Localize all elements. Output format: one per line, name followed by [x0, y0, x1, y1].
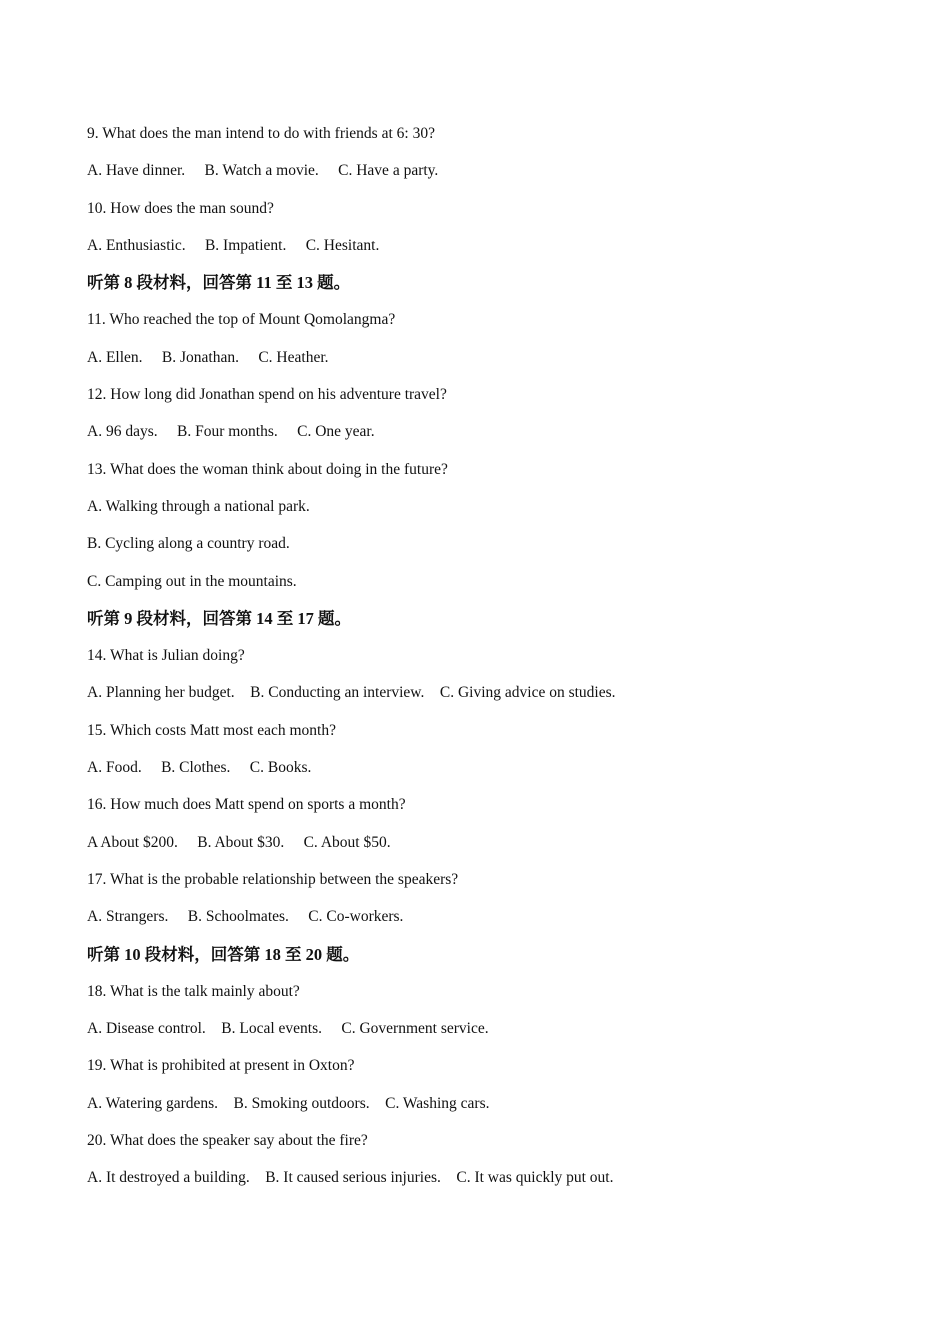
options-17: A. Strangers. B. Schoolmates. C. Co-workers. — [87, 908, 404, 926]
options-16: A About $200. B. About $30. C. About $50. — [87, 833, 391, 851]
question-18: 18. What is the talk mainly about? — [87, 982, 300, 1000]
options-9: A. Have dinner. B. Watch a movie. C. Have a party. — [87, 162, 439, 180]
options-11: A. Ellen. B. Jonathan. C. Heather. — [87, 348, 329, 366]
option-13-b: B. Cycling along a country road. — [87, 535, 290, 553]
options-10: A. Enthusiastic. B. Impatient. C. Hesitant. — [87, 236, 380, 254]
section-heading-10: 听第 10 段材料，回答第 18 至 20 题。 — [87, 944, 360, 964]
question-13: 13. What does the woman think about doing in the future? — [87, 460, 448, 478]
option-13-c: C. Camping out in the mountains. — [87, 572, 297, 590]
options-14: A. Planning her budget. B. Conducting an interview. C. Giving advice on studies. — [87, 684, 616, 702]
question-20: 20. What does the speaker say about the fire? — [87, 1132, 368, 1150]
question-9: 9. What does the man intend to do with friends at 6: 30? — [87, 125, 435, 142]
question-19: 19. What is prohibited at present in Oxton? — [87, 1057, 355, 1075]
options-19: A. Watering gardens. B. Smoking outdoors. C. Washing cars. — [87, 1094, 490, 1112]
question-12: 12. How long did Jonathan spend on his adventure travel? — [87, 386, 447, 404]
question-14: 14. What is Julian doing? — [87, 647, 245, 665]
question-15: 15. Which costs Matt most each month? — [87, 721, 336, 739]
section-heading-8: 听第 8 段材料，回答第 11 至 13 题。 — [87, 273, 351, 293]
options-15: A. Food. B. Clothes. C. Books. — [87, 759, 312, 777]
question-16: 16. How much does Matt spend on sports a month? — [87, 796, 406, 814]
option-13-a: A. Walking through a national park. — [87, 497, 310, 515]
question-11: 11. Who reached the top of Mount Qomolangma? — [87, 311, 396, 329]
question-10: 10. How does the man sound? — [87, 199, 274, 217]
options-20: A. It destroyed a building. B. It caused serious injuries. C. It was quickly put out. — [87, 1169, 614, 1187]
options-12: A. 96 days. B. Four months. C. One year. — [87, 423, 375, 441]
section-heading-9: 听第 9 段材料，回答第 14 至 17 题。 — [87, 608, 351, 628]
options-18: A. Disease control. B. Local events. C. Government service. — [87, 1020, 489, 1038]
exam-page — [87, 122, 887, 1204]
question-17: 17. What is the probable relationship between the speakers? — [87, 870, 459, 888]
